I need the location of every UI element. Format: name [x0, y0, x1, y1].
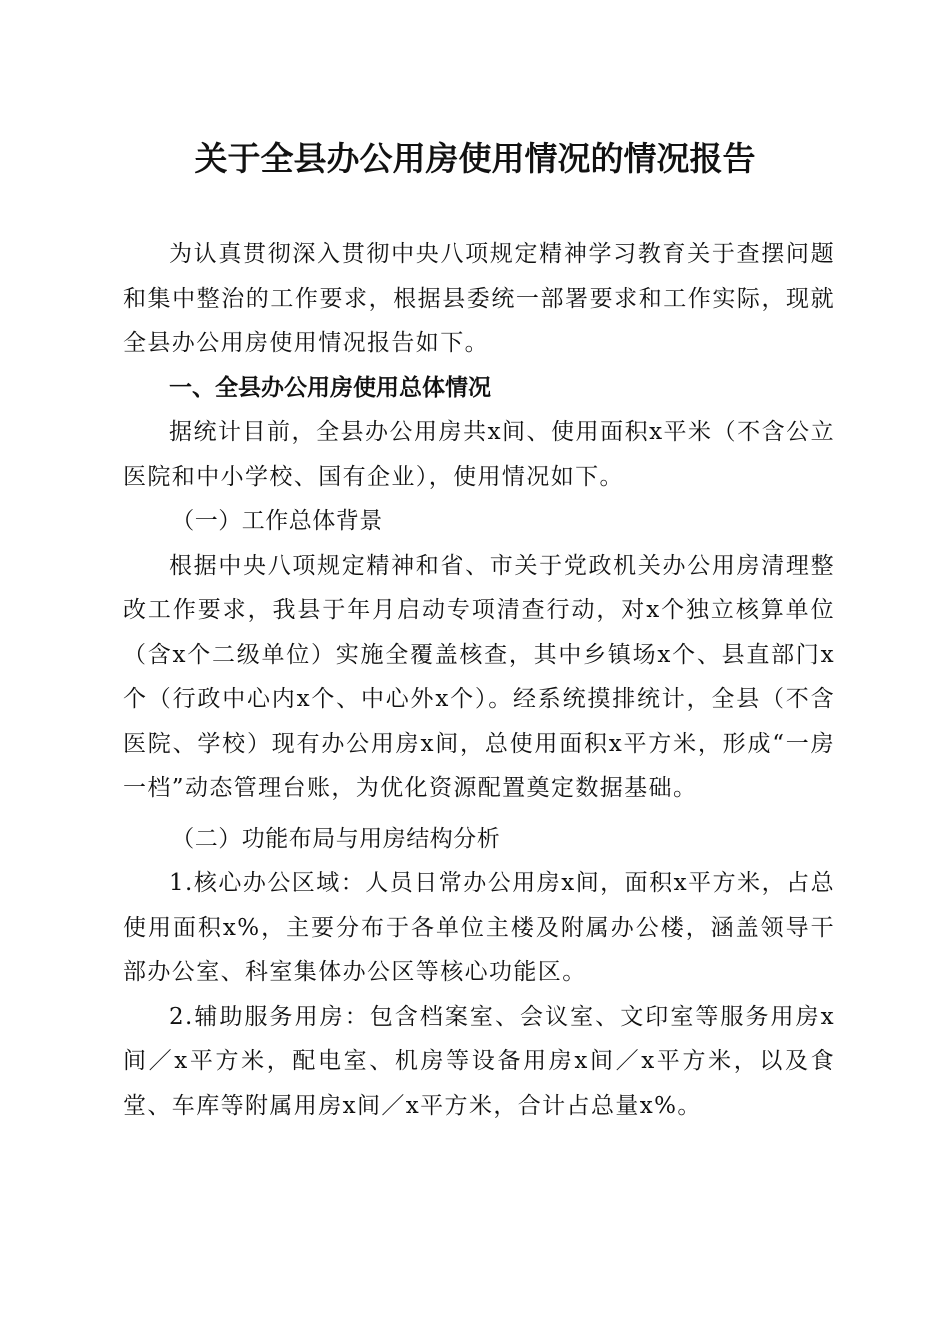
section-overall-paragraph: 据统计目前，全县办公用房共x间、使用面积x平米（不含公立医院和中小学校、国有企业），使用情况如下。	[123, 419, 835, 490]
layout-item-auxiliary: 2.辅助服务用房：包含档案室、会议室、文印室等服务用房x间／x平方米，配电室、机房等设备用房x间／x平方米，以及食堂、车库等附属用房x间／x平方米，合计占总量x%。	[123, 1003, 835, 1119]
intro-paragraph: 为认真贯彻深入贯彻中央八项规定精神学习教育关于查摆问题和集中整治的工作要求，根据县委统一部署要求和工作实际，现就全县办公用房使用情况报告如下。	[123, 241, 835, 356]
subsection-heading-layout: （二）功能布局与用房结构分析	[171, 825, 501, 852]
background-paragraph: 根据中央八项规定精神和省、市关于党政机关办公用房清理整改工作要求，我县于年月启动专项清查行动，对x个独立核算单位（含x个二级单位）实施全覆盖核查，其中乡镇场x个、县直部门x个（行政中心内x个、中心外x个）。经系统摸排统计，全县（不含医院、学校）现有办公用房x间，总使用面积x平方米，形成“一房一档”动态管理台账，为优化资源配置奠定数据基础。	[123, 552, 835, 801]
section-heading-overall: 一、全县办公用房使用总体情况	[169, 374, 491, 401]
layout-item-core-office: 1.核心办公区域：人员日常办公用房x间，面积x平方米，占总使用面积x%，主要分布于各单位主楼及附属办公楼，涵盖领导干部办公室、科室集体办公区等核心功能区。	[123, 870, 835, 985]
document-title: 关于全县办公用房使用情况的情况报告	[194, 139, 756, 178]
document-body	[123, 232, 835, 1128]
subsection-heading-background: （一）工作总体背景	[171, 508, 383, 534]
